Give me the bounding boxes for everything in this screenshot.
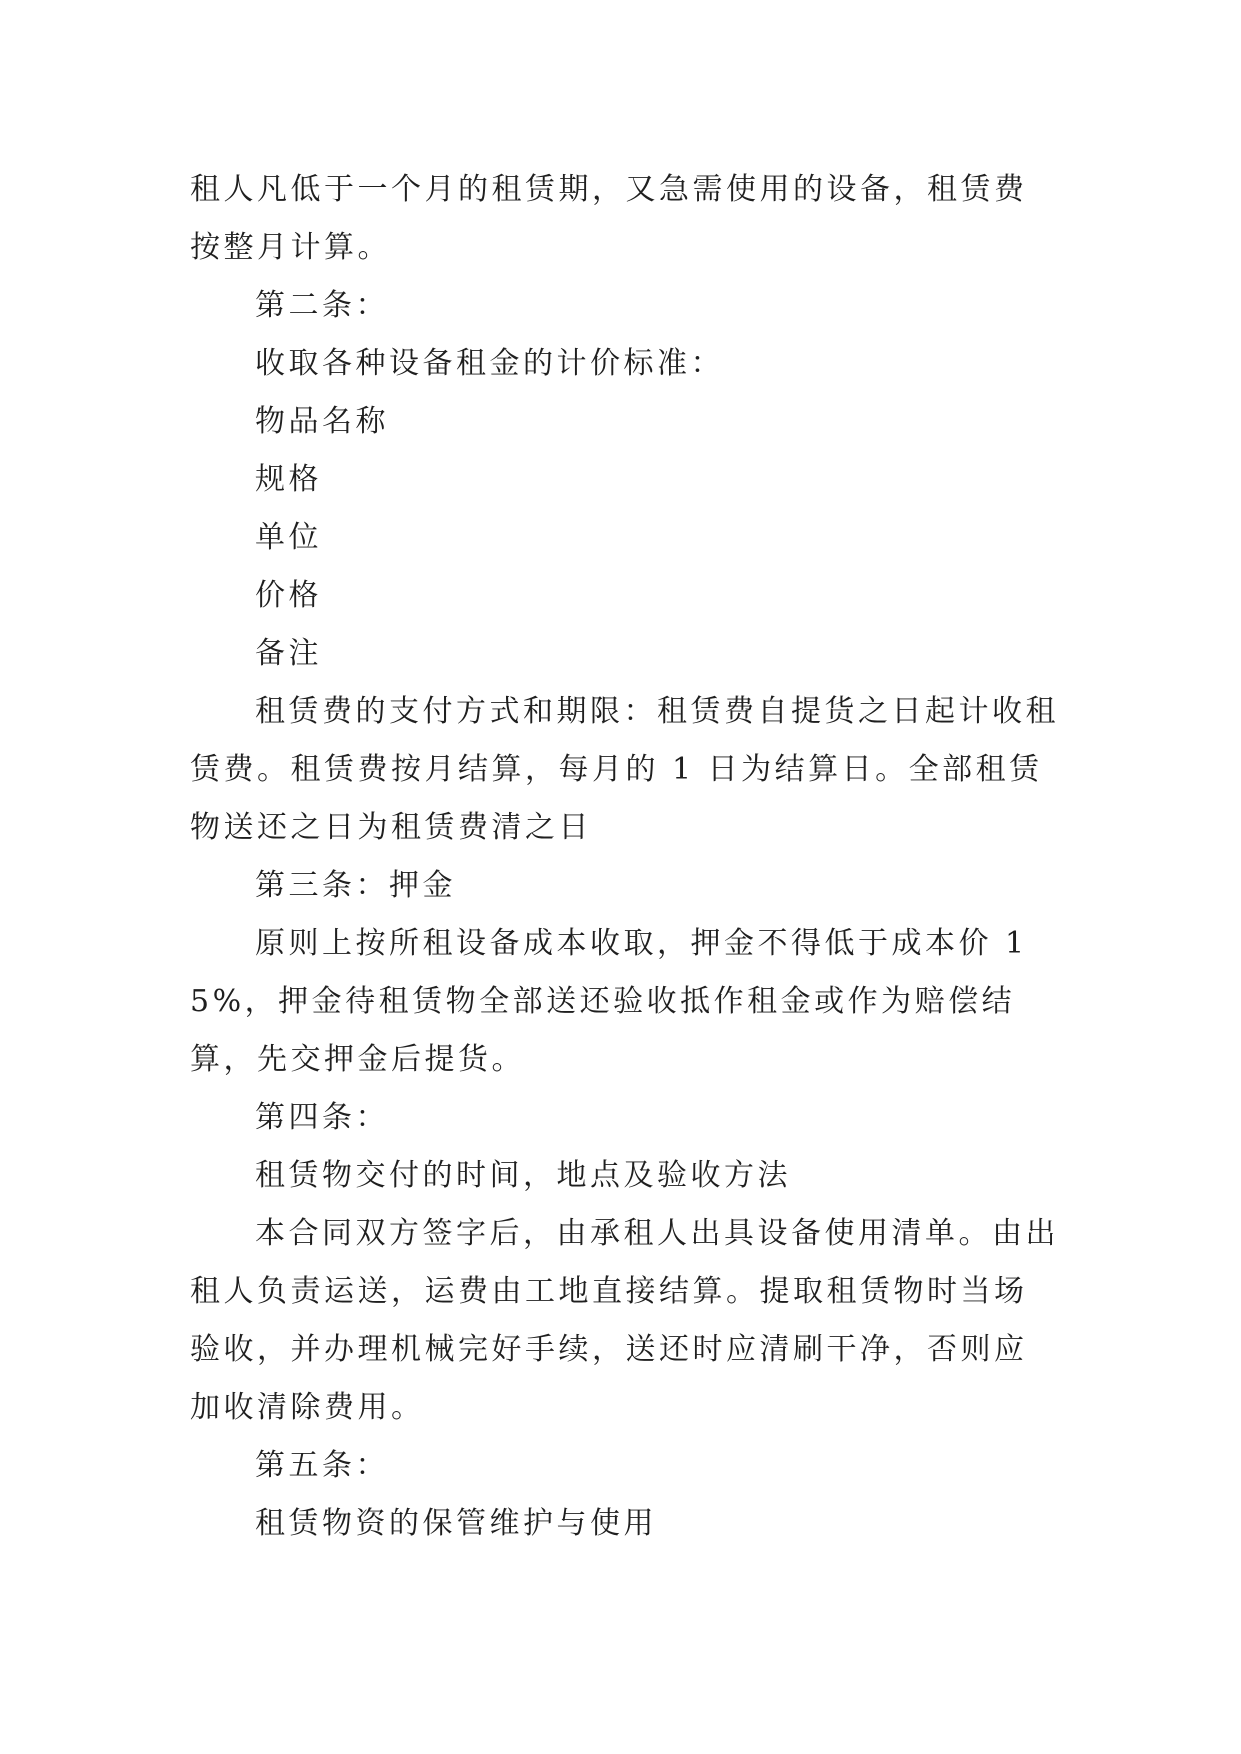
article-three-heading: 第三条：押金 [255,868,456,903]
deposit-paragraph: 原则上按所租设备成本收取，押金不得低于成本价 15%，押金待租赁物全部送还验收抵作租金或作为赔偿结算，先交押金后提货。 [190,926,1028,1077]
delivery-paragraph: 本合同双方签字后，由承租人出具设备使用清单。由出租人负责运送，运费由工地直接结算。提取租赁物时当场验收，并办理机械完好手续，送还时应清刷干净，否则应加收清除费用。 [190,1216,1059,1425]
paragraph-continuation: 租人凡低于一个月的租赁期，又急需使用的设备，租赁费按整月计算。 [190,172,1028,265]
delivery-heading: 租赁物交付的时间，地点及验收方法 [255,1158,791,1193]
payment-terms-paragraph: 租赁费的支付方式和期限：租赁费自提货之日起计收租赁费。租赁费按月结算，每月的 1 日为结算日。全部租赁物送还之日为租赁费清之日 [190,694,1059,845]
maintenance-heading: 租赁物资的保管维护与使用 [255,1506,657,1541]
field-unit: 单位 [255,520,322,555]
field-price: 价格 [255,578,322,613]
document-body [190,161,1060,1553]
article-four-heading: 第四条： [255,1100,389,1135]
field-specification: 规格 [255,462,322,497]
article-five-heading: 第五条： [255,1448,389,1483]
field-item-name: 物品名称 [255,404,389,439]
field-remarks: 备注 [255,636,322,671]
article-two-heading: 第二条： [255,288,389,323]
pricing-standard-heading: 收取各种设备租金的计价标准： [255,346,724,381]
